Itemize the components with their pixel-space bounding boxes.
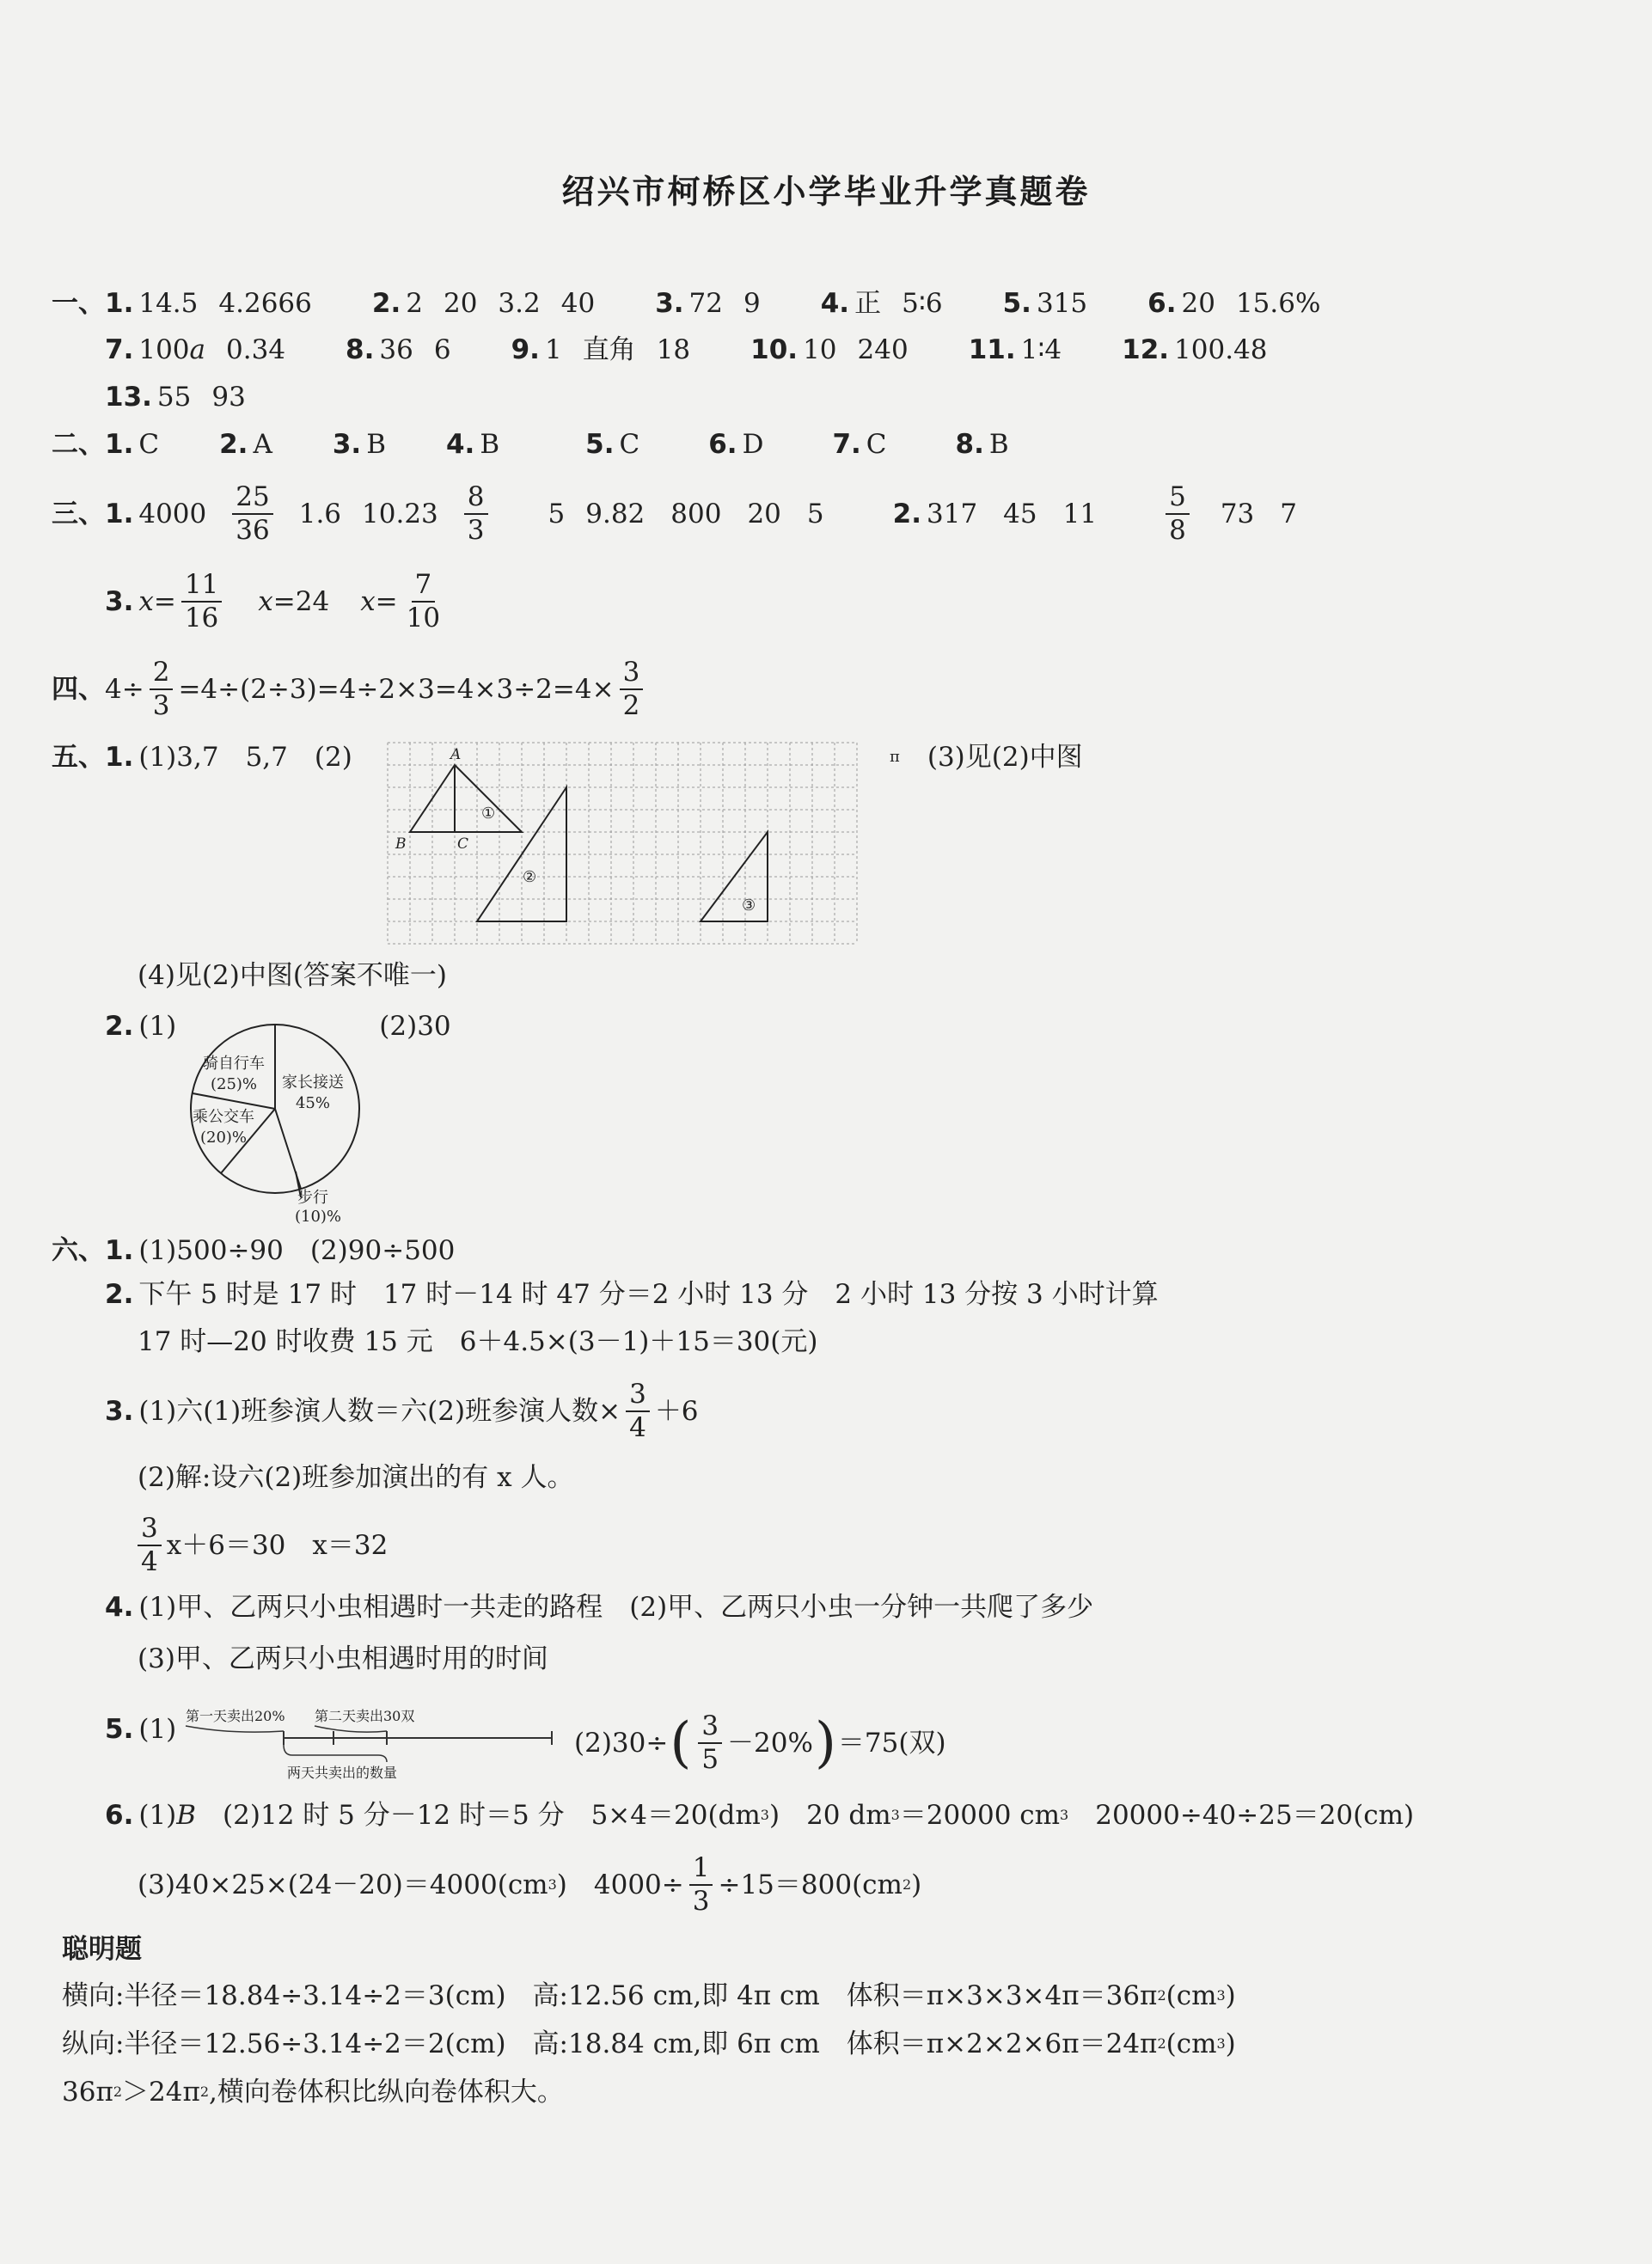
label-bike-pct: (25)%: [210, 1075, 258, 1093]
fraction: $\frac{25}{36}$: [232, 483, 272, 544]
label-bike: 骑自行车: [203, 1055, 265, 1073]
total-label: 两天共卖出的数量: [287, 1765, 398, 1781]
smart-line2: 纵向:半径＝12.56÷3.14÷2＝2(cm) 高:18.84 cm,即 6π cm 体积＝π×2×2×6π＝24π 2 (cm 3 ): [62, 2028, 1236, 2059]
label-c: C: [457, 835, 469, 853]
line-segment-diagram: [180, 1702, 559, 1784]
seg2-label: 第二天卖出30双: [315, 1708, 415, 1724]
page-title: 绍兴市柯桥区小学毕业升学真题卷: [561, 173, 1091, 211]
s5-q1-part4: (4)见(2)中图(答案不唯一): [138, 960, 448, 991]
label-bus-pct: (20)%: [199, 1129, 248, 1147]
fraction: $\frac{3}{4}$: [138, 1514, 162, 1576]
s6-q2-line1: 2. 下午 5 时是 17 时 17 时－14 时 47 分＝2 小时 13 分 2 小时 13 分按 3 小时计算: [105, 1279, 1159, 1310]
brace-1: [186, 1726, 284, 1732]
s6-q3-line2: (2)解:设六(2)班参加演出的有 x 人。: [138, 1462, 574, 1493]
pie-chart: [172, 1010, 387, 1227]
s6-q3-line1: 3. (1)六(1)班参演人数＝六(2)班参演人数× $\frac{3}{4}$ ＋6: [105, 1379, 699, 1443]
label-parent: 家长接送: [282, 1074, 344, 1092]
fraction: $\frac{7}{10}$: [406, 569, 441, 633]
triangle-3: [701, 832, 768, 921]
s6-q4-line2: (3)甲、乙两只小虫相遇时用的时间: [138, 1643, 548, 1674]
s6-q1: 六、 1. (1)500÷90 (2)90÷500: [52, 1235, 456, 1266]
s3-row1: 三、 1. 4000 $\frac{25}{36}$ 1.6 10.23 $\frac{8}{3}$ 5 9.82 800 20 5 2. 317 45 11 $\frac{5}{8}$ 73 7: [52, 481, 1297, 546]
s6-q3-line3: $\frac{3}{4}$ x＋6＝30 x＝32: [138, 1513, 388, 1578]
fraction: $\frac{2}{3}$: [150, 658, 174, 719]
s6-q4-line1: 4. (1)甲、乙两只小虫相遇时一共走的路程 (2)甲、乙两只小虫一分钟一共爬了多少: [105, 1592, 1094, 1623]
seg1-label: 第一天卖出20%: [186, 1708, 285, 1724]
brace-total: [284, 1745, 387, 1762]
label-circled-3: ③: [742, 896, 756, 915]
smart-line1: 横向:半径＝18.84÷3.14÷2＝3(cm) 高:12.56 cm,即 4π cm 体积＝π×3×3×4π＝36π 2 (cm 3 ): [62, 1980, 1236, 2011]
smart-line3: 36π 2 ＞24π 2 ,横向卷体积比纵向卷体积大。: [62, 2077, 564, 2108]
s1-row1: 一、 1. 14.5 4.2666 2. 2 20 3.2 40 3. 72 9 4. 正 5∶6 5. 315 6. 20 15.6%: [52, 288, 1321, 319]
label-circled-1: ①: [481, 805, 496, 823]
s3-row2: 3. x = $\frac{11}{16}$ x =24 x = $\frac{7}{10}$: [105, 569, 449, 634]
fraction: $\frac{8}{3}$: [464, 483, 488, 544]
fraction: $\frac{3}{4}$: [626, 1380, 650, 1441]
fraction: $\frac{11}{16}$: [181, 571, 222, 632]
fraction: $\frac{5}{8}$: [1166, 483, 1190, 544]
label-bus: 乘公交车: [193, 1108, 254, 1126]
smart-heading: 聪明题: [62, 1934, 142, 1965]
label-a: A: [450, 746, 462, 763]
label-walk: 步行: [297, 1189, 328, 1207]
fraction: $\frac{3}{2}$: [620, 658, 644, 719]
s6-q6-line2: (3)40×25×(24－20)＝4000(cm 3 ) 4000÷ $\frac{1}{3}$ ÷15＝800(cm 2 ): [138, 1852, 922, 1917]
s1-row2: 7. 100 a 0.34 8. 36 6 9. 1 直角 18 10. 10 240 11. 1∶4 12. 100.48: [105, 334, 1268, 365]
s5-q2-row: 2. (1) (2)30: [105, 1011, 451, 1042]
label-walk-pct: (10)%: [294, 1208, 342, 1226]
fraction: $\frac{1}{3}$: [689, 1854, 713, 1915]
label-parent-pct: 45%: [295, 1094, 331, 1112]
fraction: $\frac{3}{5}$: [698, 1712, 722, 1773]
pie-slice-bike: [193, 1093, 275, 1109]
triangle-1: [410, 765, 522, 832]
s4-row: 四、 4÷ $\frac{2}{3}$ =4÷(2÷3)=4÷2×3=4×3÷2=4× $\frac{3}{2}$: [52, 657, 648, 722]
grid-figure: [385, 740, 861, 946]
brace-2: [315, 1726, 387, 1732]
s1-row3: 13. 55 93: [105, 382, 246, 413]
s5-q1-row: 五、 1. (1)3,7 5,7 (2): [52, 742, 352, 773]
s6-q2-line2: 17 时—20 时收费 15 元 6＋4.5×(3－1)＋15＝30(元): [138, 1326, 818, 1357]
s6-q6-line1: 6. (1) B (2)12 时 5 分－12 时＝5 分 5×4＝20(dm 3 ) 20 dm 3 ＝20000 cm 3 20000÷40÷25＝20(cm): [105, 1800, 1415, 1831]
s6-q5-label: 5. (1): [105, 1714, 177, 1745]
label-b: B: [395, 835, 407, 853]
label-circled-2: ②: [523, 868, 537, 886]
s2-row: 二、 1. C 2. A 3. B 4. B 5. C 6. D 7. C 8. B: [52, 429, 1009, 460]
s6-q5-part2: (2)30÷ ( $\frac{3}{5}$ －20% ) ＝75(双): [574, 1710, 946, 1775]
s5-q1-right: π (3)见(2)中图: [890, 742, 1083, 773]
